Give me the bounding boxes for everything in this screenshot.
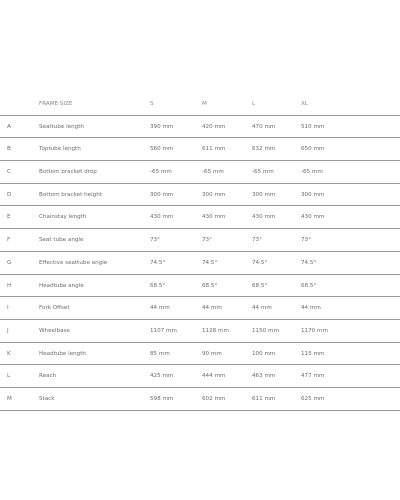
row-value-l: 463 mm [252,373,276,380]
row-value-xl: 625 mm [301,395,325,402]
row-value-m: 68.5° [202,282,218,289]
table-row [0,206,400,229]
row-value-xl: 73° [301,237,311,244]
row-letter: G [7,259,12,266]
row-letter: M [7,395,12,402]
row-value-m: 430 mm [202,214,226,221]
row-letter: L [7,373,11,380]
header-frame-size: FRAME SIZE [39,101,73,107]
row-value-s: 300 mm [150,191,174,198]
row-value-s: 598 mm [150,395,174,402]
row-value-s: 74.5° [150,259,166,266]
row-value-xl: 115 mm [301,350,325,357]
row-value-xl: 44 mm [301,305,321,312]
row-measurement-name: Headtube length [39,350,86,357]
row-value-l: 1150 mm [252,327,279,334]
row-value-s: 73° [150,237,160,244]
row-value-l: 470 mm [252,123,276,130]
row-value-xl: 300 mm [301,191,325,198]
row-letter: A [7,123,11,130]
row-value-xl: 477 mm [301,373,325,380]
row-value-m: 602 mm [202,395,226,402]
table-header-row [0,93,400,116]
row-value-xl: 74.5° [301,259,317,266]
row-letter: K [7,350,11,357]
row-value-xl: -65 mm [301,169,323,176]
row-letter: F [7,237,11,244]
row-value-l: 611 mm [252,395,276,402]
row-measurement-name: Seattube length [39,123,84,130]
row-value-s: -65 mm [150,169,172,176]
row-value-l: 632 mm [252,146,276,153]
row-value-xl: 510 mm [301,123,325,130]
header-size-s: S [150,101,154,107]
table-row [0,365,400,388]
row-letter: J [7,327,9,334]
row-value-s: 44 mm [150,305,170,312]
row-measurement-name: Fork Offset [39,305,70,312]
row-letter: H [7,282,12,289]
row-measurement-name: Reach [39,373,57,380]
row-value-l: 100 mm [252,350,276,357]
row-measurement-name: Bottom bracket drop [39,169,97,176]
row-value-xl: 68.5° [301,282,317,289]
row-value-m: 611 mm [202,146,226,153]
row-value-m: 90 mm [202,350,222,357]
table-row [0,388,400,411]
row-value-s: 1107 mm [150,327,177,334]
row-value-l: 73° [252,237,262,244]
row-value-l: 74.5° [252,259,268,266]
row-value-xl: 1170 mm [301,327,328,334]
table-row [0,138,400,161]
row-value-l: 430 mm [252,214,276,221]
row-value-m: 44 mm [202,305,222,312]
table-row [0,275,400,298]
row-value-s: 425 mm [150,373,174,380]
geometry-table [0,93,400,411]
table-row [0,297,400,320]
row-value-m: 74.5° [202,259,218,266]
row-measurement-name: Effective seattube angle [39,259,108,266]
row-measurement-name: Stack [39,395,55,402]
header-size-xl: XL [301,101,308,107]
row-measurement-name: Wheelbase [39,327,70,334]
row-value-l: 68.5° [252,282,268,289]
table-row [0,161,400,184]
row-measurement-name: Toptube length [39,146,81,153]
row-value-m: -65 mm [202,169,224,176]
row-value-m: 444 mm [202,373,226,380]
table-body [0,116,400,411]
row-value-s: 68.5° [150,282,166,289]
row-value-m: 1128 mm [202,327,229,334]
row-value-m: 73° [202,237,212,244]
row-value-s: 430 mm [150,214,174,221]
row-value-l: 300 mm [252,191,276,198]
row-value-l: -65 mm [252,169,274,176]
table-row [0,343,400,366]
row-value-s: 85 mm [150,350,170,357]
row-measurement-name: Headtube angle [39,282,84,289]
table-row [0,320,400,343]
row-value-xl: 650 mm [301,146,325,153]
row-value-m: 300 mm [202,191,226,198]
row-value-m: 420 mm [202,123,226,130]
row-letter: I [7,305,9,312]
row-letter: D [7,191,12,198]
row-letter: E [7,214,11,221]
header-size-l: L [252,101,256,107]
table-row [0,184,400,207]
row-value-l: 44 mm [252,305,272,312]
table-row [0,252,400,275]
row-value-s: 560 mm [150,146,174,153]
header-size-m: M [202,101,207,107]
table-row [0,229,400,252]
row-letter: C [7,169,11,176]
row-value-s: 390 mm [150,123,174,130]
table-row [0,116,400,139]
row-measurement-name: Chainstay length [39,214,87,221]
row-letter: B [7,146,11,153]
row-value-xl: 430 mm [301,214,325,221]
row-measurement-name: Bottom bracket height [39,191,102,198]
row-measurement-name: Seat tube angle [39,237,84,244]
